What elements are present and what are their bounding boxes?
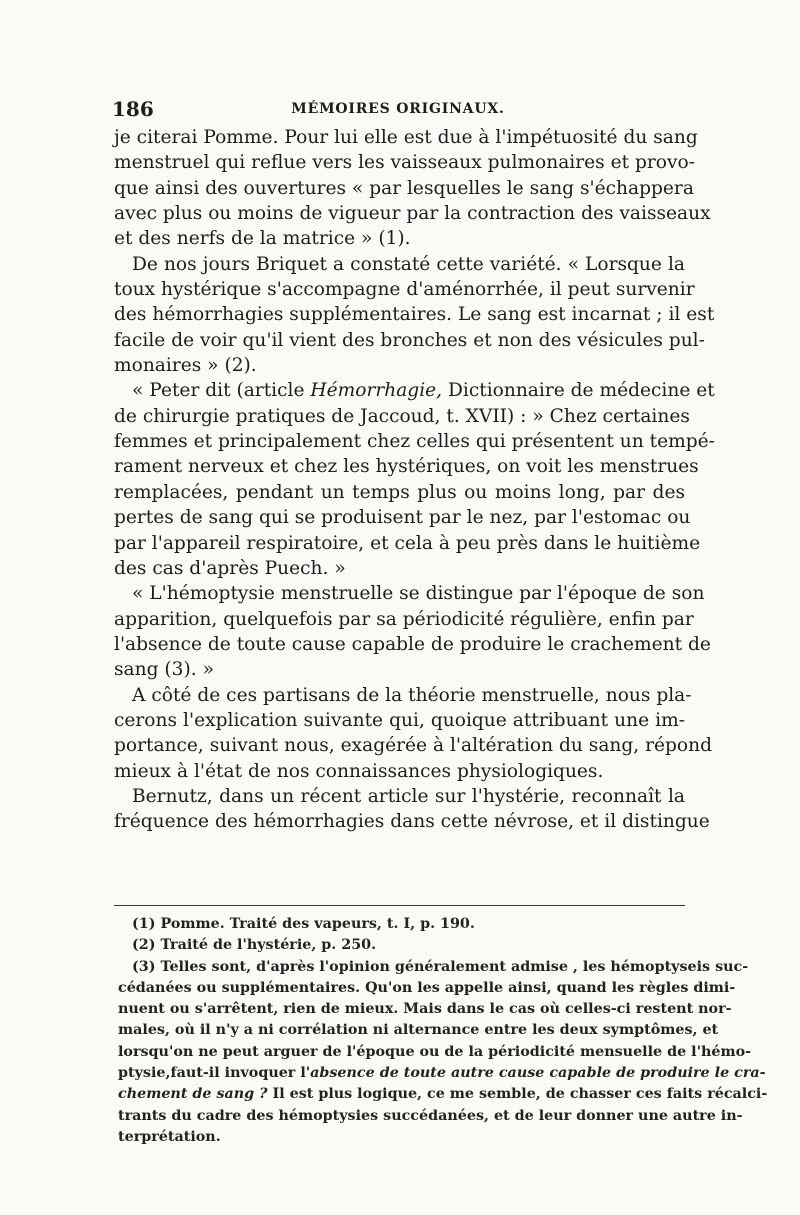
body-line: toux hystérique s'accompagne d'aménorrhée, il peut survenir [114, 279, 695, 301]
body-line: cerons l'explication suivante qui, quoique attribuant une im- [114, 709, 685, 731]
body-line: facile de voir qu'il vient des bronches et non des vésicules pul- [114, 329, 705, 351]
body-line: remplacées, pendant un temps plus ou moins long, par des [114, 481, 685, 503]
body-line: monaires » (2). [114, 355, 257, 377]
footnote-line: nuent ou s'arrêtent, rien de mieux. Mais dans le cas où celles-ci restent nor- [118, 1001, 732, 1018]
body-line: mieux à l'état de nos connaissances physiologiques. [114, 760, 604, 782]
body-text [114, 125, 715, 835]
body-line: rament nerveux et chez les hystériques, on voit les menstrues [114, 456, 699, 478]
body-line: des hémorrhagies supplémentaires. Le sang est incarnat ; il est [114, 304, 715, 326]
body-line: Bernutz, dans un récent article sur l'hystérie, reconnaît la [132, 785, 685, 807]
body-line: de chirurgie pratiques de Jaccoud, t. XVII) : » Chez certaines [114, 405, 690, 427]
body-line-end: Dictionnaire de médecine et [442, 380, 715, 402]
body-line: des cas d'après Puech. » [114, 557, 346, 579]
body-line [114, 378, 715, 403]
body-line: sang (3). » [114, 659, 214, 681]
body-line: « L'hémoptysie menstruelle se distingue par l'époque de son [132, 583, 705, 605]
footnote-line-start: ptysie,faut-il invoquer l' [118, 1065, 311, 1082]
page-header [112, 97, 684, 123]
body-line: A côté de ces partisans de la théorie menstruelle, nous pla- [132, 684, 692, 706]
body-line-start: « Peter dit (article [132, 380, 311, 402]
footnote-line: trants du cadre des hémoptysies succédanées, et de leur donner une autre in- [118, 1107, 743, 1124]
page-number: 186 [112, 97, 154, 121]
footnote-italic: chement de sang ? [118, 1086, 268, 1103]
body-line: femmes et principalement chez celles qui présentent un tempé- [114, 431, 715, 453]
footnote-line: lorsqu'on ne peut arguer de l'époque ou de la périodicité mensuelle de l'hémo- [118, 1043, 752, 1060]
body-line: par l'appareil respiratoire, et cela à peu près dans le huitième [114, 532, 701, 554]
body-line: fréquence des hémorrhagies dans cette névrose, et il distingue [114, 811, 710, 833]
italic-title: Hémorrhagie, [310, 380, 443, 402]
footnote-line [118, 1063, 766, 1084]
body-line: avec plus ou moins de vigueur par la contraction des vaisseaux [114, 203, 711, 225]
running-title: MÉMOIRES ORIGINAUX. [291, 101, 505, 117]
footnote-line: (3) Telles sont, d'après l'opinion généralement admise , les hémoptyseis suc- [132, 958, 749, 975]
footnote-line: terprétation. [118, 1128, 221, 1145]
body-line: apparition, quelquefois par sa périodicité régulière, enfin par [114, 608, 694, 630]
footnote-line [118, 1084, 768, 1105]
body-line: l'absence de toute cause capable de produire le crachement de [114, 633, 711, 655]
body-line: pertes de sang qui se produisent par le nez, par l'estomac ou [114, 507, 691, 529]
footnote-line: males, où il n'y a ni corrélation ni alternance entre les deux symptômes, et [118, 1022, 719, 1039]
footnote-line: (1) Pomme. Traité des vapeurs, t. I, p. 190. [132, 916, 475, 932]
body-line: que ainsi des ouvertures « par lesquelles le sang s'échappera [114, 177, 694, 199]
footnote-line: cédanées ou supplémentaires. Qu'on les appelle ainsi, quand les règles dimi- [118, 979, 736, 996]
footnote-italic: absence de toute autre cause capable de produire le cra- [310, 1065, 766, 1082]
footnotes [118, 914, 768, 1148]
body-line: portance, suivant nous, exagérée à l'altération du sang, répond [114, 735, 712, 757]
footnote-line: (2) Traité de l'hystérie, p. 250. [132, 937, 377, 954]
body-line: De nos jours Briquet a constaté cette variété. « Lorsque la [132, 253, 685, 275]
body-line: menstruel qui reflue vers les vaisseaux pulmonaires et provo- [114, 152, 695, 174]
body-line: je citerai Pomme. Pour lui elle est due à l'impétuosité du sang [114, 127, 698, 148]
body-line: et des nerfs de la matrice » (1). [114, 228, 411, 250]
footnote-rule [114, 905, 685, 906]
footnote-line-end: Il est plus logique, ce me semble, de chasser ces faits récalci- [267, 1086, 768, 1103]
